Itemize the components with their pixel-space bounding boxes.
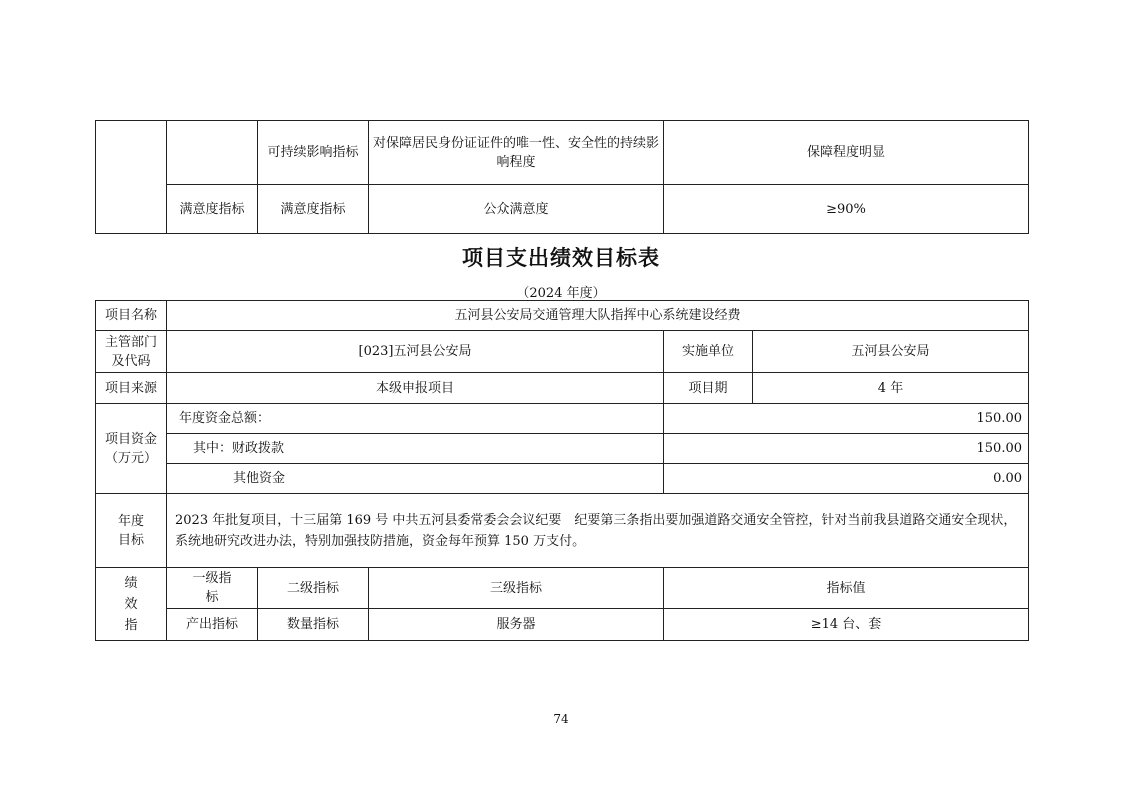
period-value: 4 年	[753, 373, 1029, 404]
output-value: ≥14 台、套	[664, 609, 1029, 641]
level1-cell: 满意度指标	[167, 185, 258, 234]
table-row	[96, 464, 1029, 494]
table-row	[96, 373, 1029, 404]
dept-value: [023]五河县公安局	[167, 331, 664, 373]
annual-total-value: 150.00	[664, 404, 1029, 434]
empty-cell	[167, 121, 258, 185]
impl-unit-value: 五河县公安局	[753, 331, 1029, 373]
value-cell: ≥90%	[664, 185, 1029, 234]
period-label: 项目期	[664, 373, 753, 404]
other-funds-value: 0.00	[664, 464, 1029, 494]
table-row	[96, 494, 1029, 568]
top-indicator-table	[95, 120, 1029, 234]
header-level3: 三级指标	[369, 568, 664, 609]
goal-text: 2023 年批复项目，十三届第 169 号 中共五河县委常委会会议纪要 纪要第三条指出要加强道路交通安全管控，针对当前我县道路交通安全现状，系统地研究改进办法，特别加强技防措施，资金每年预算 150 万支付。	[167, 494, 1029, 568]
table-row	[96, 434, 1029, 464]
output-level3: 服务器	[369, 609, 664, 641]
table-row	[96, 185, 1029, 234]
table-row	[96, 568, 1029, 609]
source-label: 项目来源	[96, 373, 167, 404]
performance-label: 绩效指	[96, 568, 167, 641]
dept-label: 主管部门及代码	[96, 331, 167, 373]
output-level2: 数量指标	[258, 609, 369, 641]
table-row	[96, 404, 1029, 434]
table-row	[96, 331, 1029, 373]
page-subtitle: （2024 年度）	[516, 286, 606, 301]
empty-cell	[96, 121, 167, 234]
level3-cell: 公众满意度	[369, 185, 664, 234]
table-row	[96, 301, 1029, 331]
header-value: 指标值	[664, 568, 1029, 609]
goal-label: 年度目标	[96, 494, 167, 568]
impl-unit-label: 实施单位	[664, 331, 753, 373]
source-value: 本级申报项目	[167, 373, 664, 404]
annual-total-label: 年度资金总额：	[167, 404, 664, 434]
table-row	[96, 609, 1029, 641]
fiscal-label: 其中：财政拨款	[167, 434, 664, 464]
project-name-label: 项目名称	[96, 301, 167, 331]
header-level2: 二级指标	[258, 568, 369, 609]
funds-label: 项目资金（万元）	[96, 404, 167, 494]
project-name-value: 五河县公安局交通管理大队指挥中心系统建设经费	[167, 301, 1029, 331]
output-level1: 产出指标	[167, 609, 258, 641]
level3-cell: 对保障居民身份证证件的唯一性、安全性的持续影响程度	[369, 121, 664, 185]
header-level1: 一级指标	[167, 568, 258, 609]
fiscal-value: 150.00	[664, 434, 1029, 464]
performance-target-table	[95, 300, 1029, 641]
other-funds-label: 其他资金	[167, 464, 664, 494]
page-number: 74	[553, 712, 569, 726]
value-cell: 保障程度明显	[664, 121, 1029, 185]
level2-cell: 满意度指标	[258, 185, 369, 234]
table-row	[96, 121, 1029, 185]
page-title: 项目支出绩效目标表	[462, 245, 660, 270]
level2-cell: 可持续影响指标	[258, 121, 369, 185]
